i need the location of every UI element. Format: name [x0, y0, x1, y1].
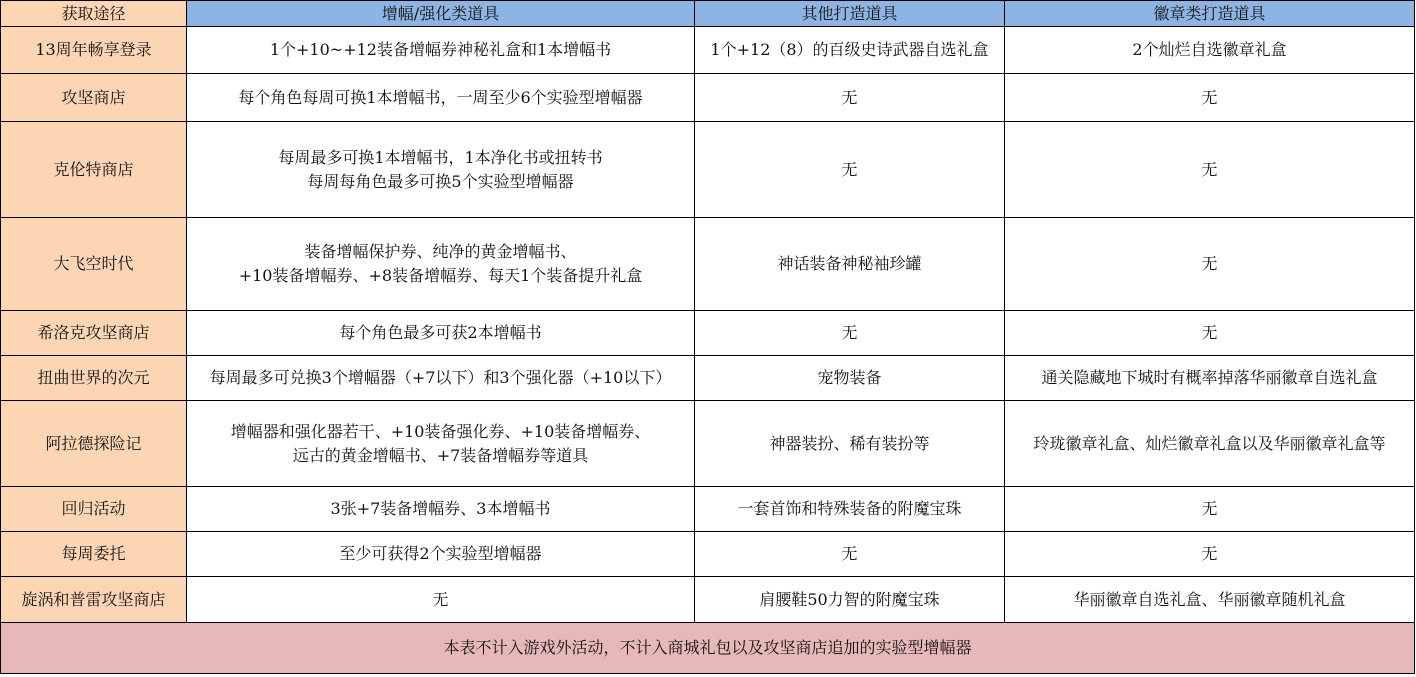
row-upgrade-line: 增幅器和强化器若干、+10装备强化券、+10装备增幅券、 — [230, 421, 651, 441]
row-emblem: 2个灿烂自选徽章礼盒 — [1005, 27, 1415, 74]
row-upgrade-line: 远古的黄金增幅书、+7装备增幅券等道具 — [292, 445, 589, 465]
row-emblem: 无 — [1005, 487, 1415, 532]
row-source: 克伦特商店 — [1, 122, 187, 218]
row-emblem: 无 — [1005, 532, 1415, 577]
table-row — [1, 532, 1415, 577]
row-source: 13周年畅享登录 — [1, 27, 187, 74]
row-upgrade-line: 装备增幅保护券、纯净的黄金增幅书、 — [304, 242, 577, 261]
table-row — [1, 401, 1415, 487]
header-row — [1, 1, 1415, 27]
row-upgrade — [187, 532, 695, 577]
row-source: 阿拉德探险记 — [1, 401, 187, 487]
row-other: 肩腰鞋50力智的附魔宝珠 — [695, 577, 1005, 623]
header-other-items: 其他打造道具 — [695, 1, 1005, 27]
row-source: 大飞空时代 — [1, 218, 187, 311]
table-row — [1, 122, 1415, 218]
row-upgrade — [187, 122, 695, 218]
row-other: 无 — [695, 122, 1005, 218]
row-emblem: 华丽徽章自选礼盒、华丽徽章随机礼盒 — [1005, 577, 1415, 623]
row-source: 旋涡和普雷攻坚商店 — [1, 577, 187, 623]
note-row — [1, 623, 1415, 674]
row-emblem: 无 — [1005, 74, 1415, 122]
row-upgrade-line: 每周最多可兑换3个增幅器（+7以下）和3个强化器（+10以下） — [209, 368, 672, 387]
row-upgrade-line: +10装备增幅券、+8装备增幅券、每天1个装备提升礼盒 — [238, 266, 643, 285]
header-emblem-items: 徽章类打造道具 — [1005, 1, 1415, 27]
row-upgrade — [187, 401, 695, 487]
row-emblem: 通关隐藏地下城时有概率掉落华丽徽章自选礼盒 — [1005, 356, 1415, 401]
row-source: 扭曲世界的次元 — [1, 356, 187, 401]
row-other: 1个+12（8）的百级史诗武器自选礼盒 — [695, 27, 1005, 74]
row-emblem: 无 — [1005, 122, 1415, 218]
row-upgrade-line: 每周每角色最多可换5个实验型增幅器 — [307, 171, 574, 191]
table-row — [1, 577, 1415, 623]
row-other: 神器装扮、稀有装扮等 — [695, 401, 1005, 487]
row-upgrade-line: 每个角色最多可获2本增幅书 — [339, 323, 542, 342]
row-upgrade — [187, 311, 695, 356]
row-upgrade — [187, 27, 695, 74]
row-source: 每周委托 — [1, 532, 187, 577]
header-source: 获取途径 — [1, 1, 187, 27]
row-emblem: 无 — [1005, 311, 1415, 356]
row-upgrade — [187, 356, 695, 401]
row-emblem: 玲珑徽章礼盒、灿烂徽章礼盒以及华丽徽章礼盒等 — [1005, 401, 1415, 487]
row-upgrade-line: 1个+10~+12装备增幅券神秘礼盒和1本增幅书 — [269, 40, 612, 59]
table-row — [1, 356, 1415, 401]
row-other: 无 — [695, 74, 1005, 122]
row-upgrade-line: 3张+7装备增幅券、3本增幅书 — [330, 499, 551, 518]
row-emblem: 无 — [1005, 218, 1415, 311]
row-upgrade — [187, 74, 695, 122]
row-upgrade-line: 无 — [432, 589, 449, 609]
table-row — [1, 311, 1415, 356]
table-row — [1, 487, 1415, 532]
table-note: 本表不计入游戏外活动，不计入商城礼包以及攻坚商店追加的实验型增幅器 — [1, 623, 1415, 674]
row-other: 无 — [695, 311, 1005, 356]
row-upgrade-line: 至少可获得2个实验型增幅器 — [339, 544, 542, 563]
table-row — [1, 218, 1415, 311]
header-upgrade-items: 增幅/强化类道具 — [187, 1, 695, 27]
table-row — [1, 74, 1415, 122]
row-upgrade — [187, 487, 695, 532]
row-other: 宠物装备 — [695, 356, 1005, 401]
row-other: 神话装备神秘袖珍罐 — [695, 218, 1005, 311]
row-source: 攻坚商店 — [1, 74, 187, 122]
row-upgrade-line: 每个角色每周可换1本增幅书，一周至少6个实验型增幅器 — [238, 87, 643, 107]
row-source: 回归活动 — [1, 487, 187, 532]
row-source: 希洛克攻坚商店 — [1, 311, 187, 356]
table-row — [1, 27, 1415, 74]
row-other: 一套首饰和特殊装备的附魔宝珠 — [695, 487, 1005, 532]
row-upgrade — [187, 577, 695, 623]
row-upgrade — [187, 218, 695, 311]
row-upgrade-line: 每周最多可换1本增幅书，1本净化书或扭转书 — [278, 147, 603, 167]
row-other: 无 — [695, 532, 1005, 577]
